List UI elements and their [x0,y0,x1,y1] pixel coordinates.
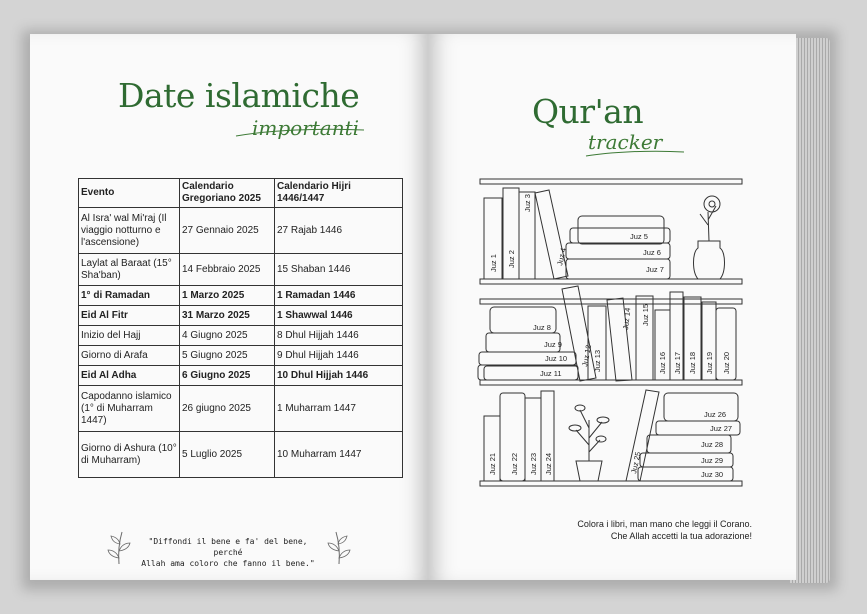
book-top-stack [578,216,664,244]
cell-event: Giorno di Arafa [79,346,180,366]
cell-event: 1° di Ramadan [79,286,180,306]
cell-event: Laylat al Baraat (15° Sha'ban) [79,254,180,286]
cell-hijri: 1 Shawwal 1446 [275,306,403,326]
cell-hijri: 1 Muharram 1447 [275,386,403,432]
cell-hijri: 27 Rajab 1446 [275,208,403,254]
header-event: Evento [79,179,180,208]
juz-label: Juz 21 [488,452,497,475]
cell-hijri: 10 Dhul Hijjah 1446 [275,366,403,386]
cell-hijri: 10 Muharram 1447 [275,432,403,478]
shelf-2 [480,380,742,385]
cell-event: Eid Al Adha [79,366,180,386]
juz-label: Juz 3 [523,194,532,212]
juz-label: Juz 20 [722,351,731,374]
cell-event: Giorno di Ashura (10° di Muharram) [79,432,180,478]
cell-gregorian: 5 Luglio 2025 [180,432,275,478]
juz-label: Juz 29 [701,456,724,465]
juz-label: Juz 30 [701,470,724,479]
plant-leaf [596,436,606,442]
juz-label: Juz 18 [688,351,697,374]
quote-line-1: "Diffondi il bene e fa' del bene, perché [148,537,308,557]
cell-gregorian: 6 Giugno 2025 [180,366,275,386]
cell-hijri: 15 Shaban 1446 [275,254,403,286]
plant-leaf [597,417,609,423]
juz-label: Juz 6 [643,248,661,257]
vase-icon [694,241,725,279]
cell-event: Capodanno islamico (1° di Muharram 1447) [79,386,180,432]
cell-event: Al Isra' wal Mi'raj (Il viaggio notturno e l'ascensione) [79,208,180,254]
juz-label: Juz 17 [673,351,682,374]
tracker-caption [516,518,752,542]
book-juz-12 [562,286,596,381]
cell-hijri: 8 Dhul Hijjah 1446 [275,326,403,346]
juz-label: Juz 15 [641,303,650,326]
cell-gregorian: 4 Giugno 2025 [180,326,275,346]
cell-gregorian: 31 Marzo 2025 [180,306,275,326]
book-juz-10 [478,365,578,380]
cell-gregorian: 1 Marzo 2025 [180,286,275,306]
juz-label: Juz 7 [646,265,664,274]
cell-event: Inizio del Hajj [79,326,180,346]
juz-label: Juz 26 [704,410,727,419]
cell-gregorian: 26 giugno 2025 [180,386,275,432]
shelf-3 [480,481,742,486]
juz-label: Juz 16 [658,351,667,374]
juz-label: Juz 5 [630,232,648,241]
book-juz-5 [570,228,670,243]
cell-hijri: 9 Dhul Hijjah 1446 [275,346,403,366]
plant-icon [576,410,602,461]
juz-label: Juz 4 [555,246,568,267]
juz-label: Juz 14 [621,307,633,331]
juz-label: Juz 28 [701,440,724,449]
header-gregorian: Calendario Gregoriano 2025 [180,179,275,208]
cell-gregorian: 5 Giugno 2025 [180,346,275,366]
book-juz-26 [664,393,738,421]
shelf-top [480,179,742,184]
juz-label: Juz 11 [540,369,562,378]
cell-hijri: 1 Ramadan 1446 [275,286,403,306]
caption-line-2: Che Allah accetti la tua adorazione! [610,531,752,541]
juz-label: Juz 8 [533,323,551,332]
header-hijri: Calendario Hijri 1446/1447 [275,179,403,208]
book-juz-11 [484,366,578,380]
plant-leaf [569,425,581,431]
juz-label: Juz 24 [544,452,553,475]
juz-label: Juz 23 [529,452,538,475]
flower-icon [704,196,720,212]
cell-gregorian: 14 Febbraio 2025 [180,254,275,286]
shelf-1 [480,279,742,284]
cell-gregorian: 27 Gennaio 2025 [180,208,275,254]
juz-label: Juz 19 [705,351,714,374]
title-flourish [236,129,364,136]
right-page-subtitle: tracker [588,130,663,154]
right-page-title: Qur'an [532,92,644,131]
plant-pot-icon [576,461,602,481]
caption-line-1: Colora i libri, man mano che leggi il Corano. [577,519,752,529]
juz-label: Juz 27 [710,424,733,433]
juz-label: Juz 12 [580,343,594,368]
juz-label: Juz 9 [544,340,562,349]
juz-label: Juz 25 [629,450,643,475]
left-page-subtitle: importanti [252,116,360,140]
title-flourish [586,151,684,156]
juz-label: Juz 1 [489,254,498,272]
juz-label: Juz 13 [593,349,602,372]
juz-label: Juz 2 [507,250,516,268]
juz-label: Juz 10 [545,354,568,363]
flower-center [709,201,715,207]
quote-line-2: Allah ama coloro che fanno il bene." [141,559,315,568]
cell-event: Eid Al Fitr [79,306,180,326]
left-page-title: Date islamiche [118,76,360,115]
juz-label: Juz 22 [510,452,519,475]
